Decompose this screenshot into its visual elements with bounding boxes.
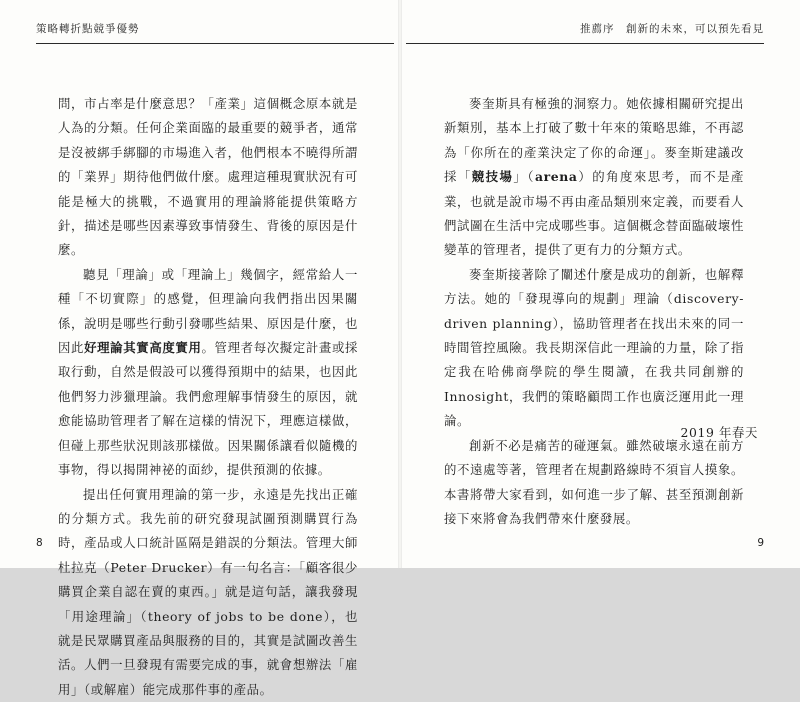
paragraph xyxy=(444,434,744,532)
body-text xyxy=(58,92,358,702)
paragraph xyxy=(444,263,744,434)
paragraph xyxy=(58,263,358,483)
page-number: 9 xyxy=(757,537,764,549)
paragraph-text: 提出任何實用理論的第一步，永遠是先找出正確的分類方式。我先前的研究發現試圖預測購買行為時，產品或人口統計區隔是錯誤的分類法。管理大師杜拉克（Peter Drucker）有一句名言：「顧客很少購買企業自認在賣的東西。」就是這句話，讓我發現「用途理論」（theory of jobs to be done），也就是民眾購買產品與服務的目的，其實是試圖改善生活。人們一旦發現有需要完成的事，就會想辦法「雇用」（或解雇）能完成那件事的產品。 xyxy=(58,487,358,697)
paragraph xyxy=(58,92,358,263)
emphasis-text: 好理論其實高度實用 xyxy=(84,340,201,355)
emphasis-text: arena xyxy=(535,169,577,184)
paragraph xyxy=(58,483,358,702)
paragraph-text: 」（ xyxy=(513,169,535,184)
header-rule xyxy=(36,43,394,44)
paragraph-text: 問，市占率是什麼意思？「產業」這個概念原本就是人為的分類。任何企業面臨的最重要的競爭者，通常是沒被綁手綁腳的市場進入者，他們根本不曉得所謂的「業界」期待他們做什麼。處理這種現實狀況有可能是極大的挑戰，不過實用的理論將能提供策略方針，描述是哪些因素導致事情發生、背後的原因是什麼。 xyxy=(58,96,358,257)
paragraph-text: 。管理者每次擬定計畫或採取行動，自然是假設可以獲得預期中的結果，也因此他們努力涉獵理論。我們愈理解事情發生的原因，就愈能協助管理者了解在這樣的情況下，理應這樣做，但碰上那些狀況則該那樣做。因果關係讓看似隨機的事物，得以揭開神祕的面紗，提供預測的依據。 xyxy=(58,340,358,477)
paragraph-text: ）的角度來思考，而不是產業，也就是說市場不再由產品類別來定義，而要看人們試圖在生活中完成哪些事。這個概念替面臨破壞性變革的管理者，提供了更有力的分類方式。 xyxy=(444,169,744,257)
left-page xyxy=(0,0,400,568)
body-text xyxy=(444,92,744,531)
signature-date: 2019 年春天 xyxy=(681,423,758,441)
paragraph-text: 麥奎斯接著除了闡述什麼是成功的創新，也解釋方法。她的「發現導向的規劃」理論（discovery-driven planning），協助管理者在找出未來的同一時間管控風險。我長期深信此一理論的力量，除了指定我在哈佛商學院的學生閱讀，在我共同創辦的 Innosight，我們的策略顧問工作也廣泛運用此一理論。 xyxy=(444,267,744,428)
running-header: 推薦序 創新的未來，可以預先看見 xyxy=(580,21,764,36)
paragraph-text: 麥奎斯具有極強的洞察力。她依據相關研究提出新類別，基本上打破了數十年來的策略思維，不再認為「你所在的產業決定了你的命運」。麥奎斯建議改採「 xyxy=(444,96,744,184)
paragraph xyxy=(444,92,744,263)
right-page xyxy=(400,0,800,568)
page-number: 8 xyxy=(36,537,43,549)
header-rule xyxy=(406,43,764,44)
paragraph-text: 聽見「理論」或「理論上」幾個字，經常給人一種「不切實際」的感覺，但理論向我們指出因果關係，說明是哪些行動引發哪些結果、原因是什麼，也因此 xyxy=(58,267,358,355)
running-header: 策略轉折點競爭優勢 xyxy=(36,21,140,36)
emphasis-text: 競技場 xyxy=(472,169,514,184)
paragraph-text: 創新不必是痛苦的碰運氣。雖然破壞永遠在前方的不遠處等著，管理者在規劃路線時不須盲人摸象。本書將帶大家看到，如何進一步了解、甚至預測創新接下來將會為我們帶來什麼發展。 xyxy=(444,438,744,526)
